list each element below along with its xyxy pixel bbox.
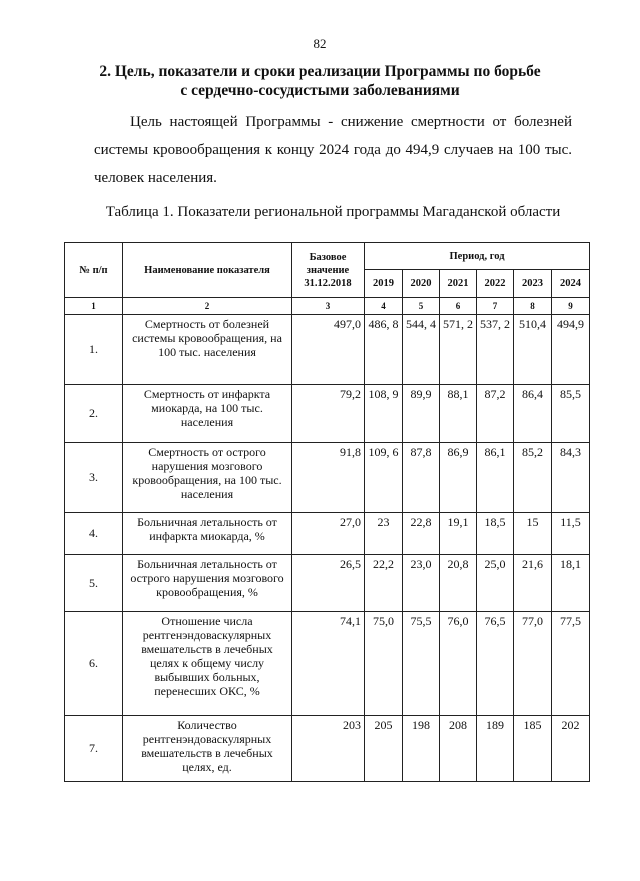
year-value: 76,5 [477,612,514,716]
header-year: 2022 [477,270,514,298]
indicator-name: Больничная летальность от острого нарушения мозгового кровообращения, % [123,555,292,612]
year-value: 86,1 [477,443,514,513]
year-value: 75,5 [403,612,440,716]
header-num: № п/п [65,243,123,298]
table-row [65,385,590,443]
page-number: 82 [313,36,327,51]
column-number: 9 [552,298,590,315]
year-value: 571, 2 [440,315,477,385]
column-number: 5 [403,298,440,315]
year-value: 22,2 [365,555,403,612]
year-value: 22,8 [403,513,440,555]
year-value: 11,5 [552,513,590,555]
indicator-name: Отношение числа рентгенэндоваскулярных вмешательств в лечебных целях к общему числу выбывших больных, перенесших ОКС, % [123,612,292,716]
header-period: Период, год [365,243,590,270]
column-number: 1 [65,298,123,315]
section-title-line-2: с сердечно-сосудистыми заболеваниями [180,82,460,99]
year-value: 202 [552,716,590,782]
column-number: 2 [123,298,292,315]
year-value: 86,4 [514,385,552,443]
section-title-line-1: 2. Цель, показатели и сроки реализации Программы по борьбе [99,63,541,80]
year-value: 23,0 [403,555,440,612]
year-value: 25,0 [477,555,514,612]
table-row [65,716,590,782]
year-value: 85,5 [552,385,590,443]
year-value: 544, 4 [403,315,440,385]
goal-text-line-1: Цель настоящей Программы - снижение смертности от болезней [130,114,572,130]
indicator-name: Смертность от болезней системы кровообращения, на 100 тыс. населения [123,315,292,385]
year-value: 494,9 [552,315,590,385]
column-numbers-row [65,298,590,315]
base-value: 497,0 [292,315,365,385]
column-number: 4 [365,298,403,315]
base-value: 27,0 [292,513,365,555]
year-value: 18,1 [552,555,590,612]
header-base: Базовое значение 31.12.2018 [292,243,365,298]
row-index: 4. [65,513,123,555]
year-value: 76,0 [440,612,477,716]
year-value: 510,4 [514,315,552,385]
column-number: 6 [440,298,477,315]
year-value: 208 [440,716,477,782]
table-row [65,443,590,513]
base-value: 74,1 [292,612,365,716]
year-value: 19,1 [440,513,477,555]
goal-text-line-3: человек населения. [94,170,217,186]
row-index: 1. [65,315,123,385]
year-value: 15 [514,513,552,555]
indicator-name: Количество рентгенэндоваскулярных вмешательств в лечебных целях, ед. [123,716,292,782]
table-row [65,315,590,385]
year-value: 84,3 [552,443,590,513]
year-value: 486, 8 [365,315,403,385]
base-value: 26,5 [292,555,365,612]
year-value: 185 [514,716,552,782]
table-row [65,612,590,716]
base-value: 91,8 [292,443,365,513]
year-value: 77,5 [552,612,590,716]
header-year: 2020 [403,270,440,298]
year-value: 77,0 [514,612,552,716]
section-title [60,62,580,100]
indicators-table [64,242,590,782]
year-value: 189 [477,716,514,782]
year-value: 20,8 [440,555,477,612]
indicator-name: Смертность от острого нарушения мозгового кровообращения, на 100 тыс. населения [123,443,292,513]
header-year: 2021 [440,270,477,298]
header-year: 2023 [514,270,552,298]
year-value: 108, 9 [365,385,403,443]
goal-paragraph [94,108,572,192]
indicator-name: Больничная летальность от инфаркта миокарда, % [123,513,292,555]
row-index: 5. [65,555,123,612]
year-value: 75,0 [365,612,403,716]
table-row [65,513,590,555]
row-index: 3. [65,443,123,513]
header-name: Наименование показателя [123,243,292,298]
base-value: 79,2 [292,385,365,443]
base-value: 203 [292,716,365,782]
table-caption: Таблица 1. Показатели региональной программы Магаданской области [105,204,561,220]
year-value: 109, 6 [365,443,403,513]
year-value: 87,2 [477,385,514,443]
year-value: 88,1 [440,385,477,443]
year-value: 18,5 [477,513,514,555]
column-number: 7 [477,298,514,315]
column-number: 3 [292,298,365,315]
row-index: 7. [65,716,123,782]
year-value: 87,8 [403,443,440,513]
year-value: 23 [365,513,403,555]
year-value: 89,9 [403,385,440,443]
column-number: 8 [514,298,552,315]
year-value: 85,2 [514,443,552,513]
year-value: 21,6 [514,555,552,612]
header-year: 2019 [365,270,403,298]
year-value: 86,9 [440,443,477,513]
year-value: 537, 2 [477,315,514,385]
header-year: 2024 [552,270,590,298]
row-index: 6. [65,612,123,716]
year-value: 205 [365,716,403,782]
goal-text-line-2: системы кровообращения к концу 2024 года до 494,9 случаев на 100 тыс. [94,142,572,158]
table-row [65,555,590,612]
year-value: 198 [403,716,440,782]
indicator-name: Смертность от инфаркта миокарда, на 100 тыс. населения [123,385,292,443]
row-index: 2. [65,385,123,443]
